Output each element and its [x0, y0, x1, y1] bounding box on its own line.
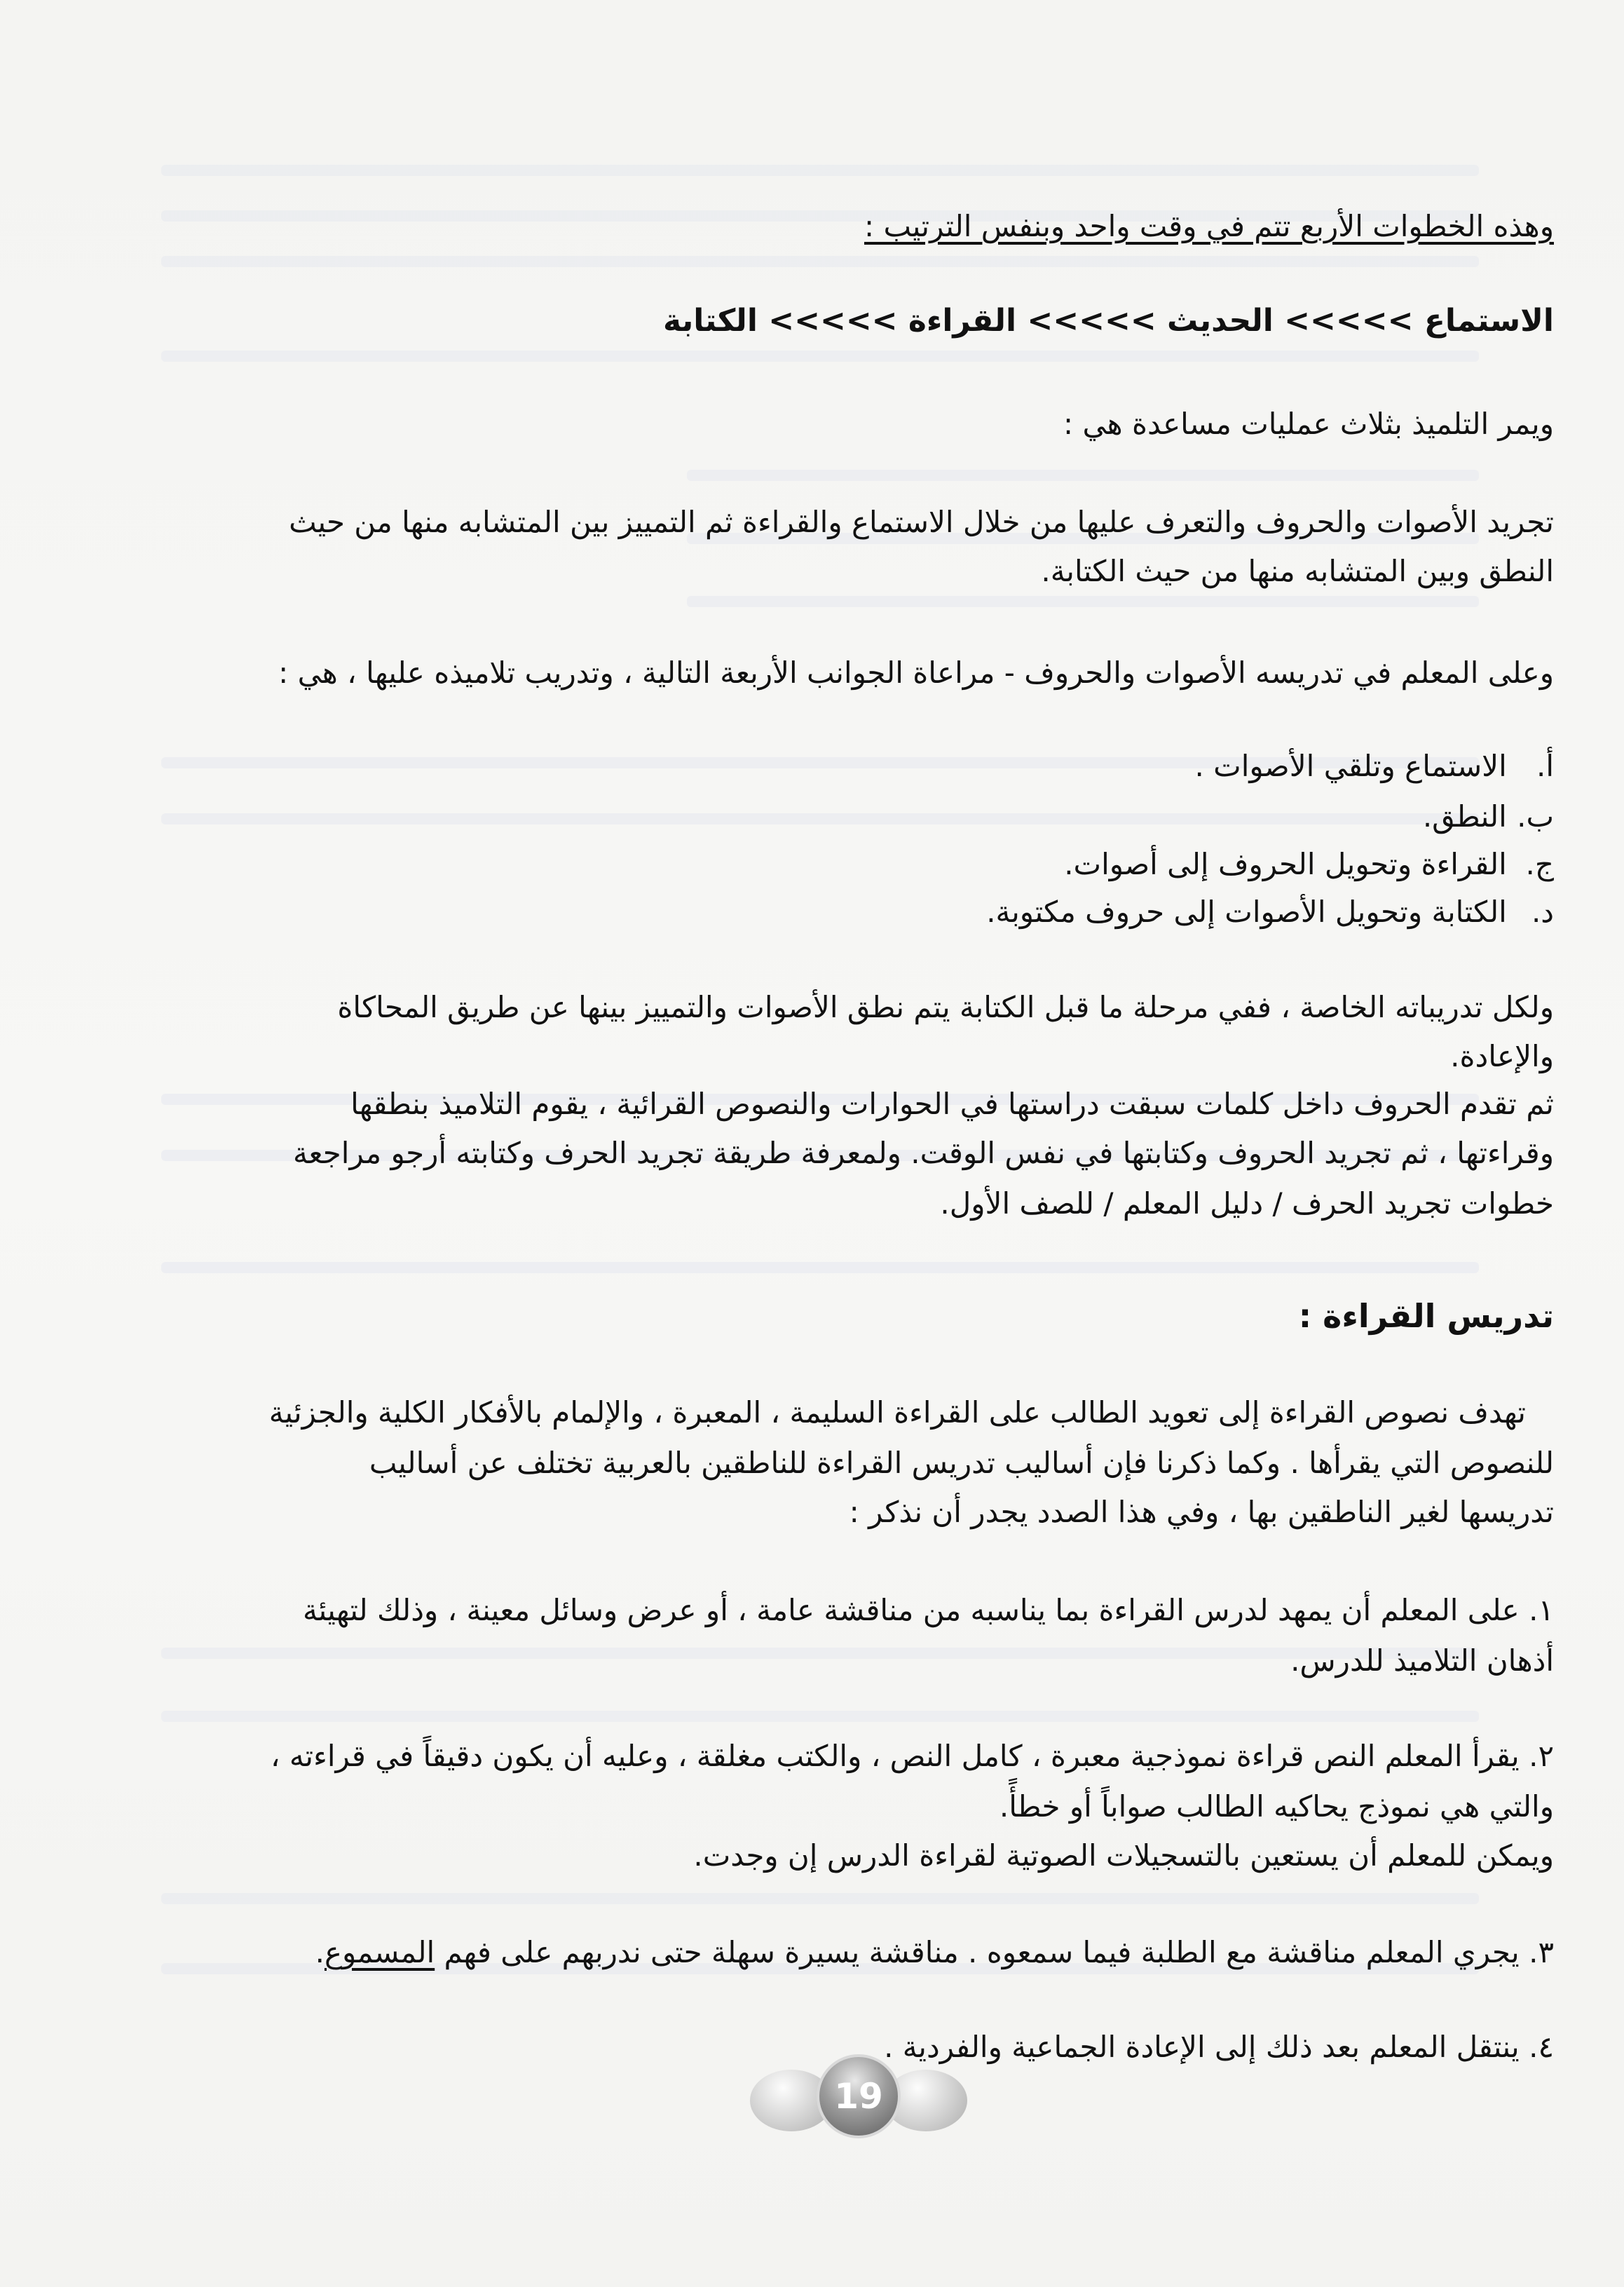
numbered-item: ٢. يقرأ المعلم النص قراءة نموذجية معبرة ، كامل النص ، والكتب مغلقة ، وعليه أن يكون دقيقاً في قراءته ، — [270, 1739, 1554, 1773]
numbered-item-continuation: والتي هي نموذج يحاكيه الطالب صواباً أو خطأً. — [999, 1789, 1554, 1824]
paragraph-line: ثم تقدم الحروف داخل كلمات سبقت دراستها في الحوارات والنصوص القرائية ، يقوم التلاميذ بنطقها — [350, 1087, 1554, 1121]
paragraph-line: والإعادة. — [1450, 1039, 1554, 1073]
numbered-item-continuation: أذهان التلاميذ للدرس. — [1290, 1643, 1554, 1678]
numbered-item-end: . — [315, 1935, 325, 1969]
list-item — [110, 895, 1554, 930]
page-number-badge — [743, 2054, 974, 2145]
paragraph-line: وقراءتها ، ثم تجريد الحروف وكتابتها في نفس الوقت. ولمعرفة طريقة تجريد الحرف وكتابته أرجو مراجعة — [293, 1136, 1554, 1170]
list-item — [110, 749, 1554, 784]
list-marker: ب. — [1517, 799, 1554, 834]
list-marker: ج. — [1525, 847, 1554, 881]
paragraph-line: للنصوص التي يقرأها . وكما ذكرنا فإن أساليب تدريس القراءة للناطقين بالعربية تختلف عن أساليب — [369, 1446, 1554, 1480]
numbered-item-continuation: ويمكن للمعلم أن يستعين بالتسجيلات الصوتية لقراءة الدرس إن وجدت. — [693, 1838, 1554, 1873]
list-marker: د. — [1531, 895, 1554, 929]
helper-processes-intro: ويمر التلميذ بثلاث عمليات مساعدة هي : — [1063, 407, 1554, 441]
list-item-text: النطق. — [1422, 799, 1507, 834]
list-item — [110, 847, 1554, 882]
paragraph-line: خطوات تجريد الحرف / دليل المعلم / للصف الأول. — [940, 1186, 1554, 1221]
paragraph-line: تدريسها لغير الناطقين بها ، وفي هذا الصدد يجدر أن نذكر : — [849, 1495, 1554, 1529]
list-item-text: الاستماع وتلقي الأصوات . — [1194, 749, 1507, 783]
numbered-item: ٤. ينتقل المعلم بعد ذلك إلى الإعادة الجماعية والفردية . — [884, 2030, 1554, 2064]
paragraph-line: وعلى المعلم في تدريسه الأصوات والحروف - مراعاة الجوانب الأربعة التالية ، وتدريب تلاميذه عليها ، هي : — [278, 656, 1554, 690]
page-number: 19 — [817, 2054, 901, 2138]
list-item — [110, 799, 1554, 834]
paragraph-line: النطق وبين المتشابه منها من حيث الكتابة. — [1041, 554, 1554, 588]
skills-sequence: الاستماع >>>>> الحديث >>>>> القراءة >>>>> الكتابة — [663, 303, 1554, 339]
list-item-text: القراءة وتحويل الحروف إلى أصوات. — [1064, 847, 1507, 881]
numbered-item: ١. على المعلم أن يمهد لدرس القراءة بما يناسبه من مناقشة عامة ، أو عرض وسائل معينة ، وذلك لتهيئة — [302, 1593, 1554, 1627]
paragraph-line: تجريد الأصوات والحروف والتعرف عليها من خلال الاستماع والقراءة ثم التمييز بين المتشابه منها من حيث — [289, 505, 1554, 539]
steps-intro-line: وهذه الخطوات الأربع تتم في وقت واحد وبنفس الترتيب : — [864, 209, 1554, 243]
numbered-item-text: ٣. يجري المعلم مناقشة مع الطلبة فيما سمعوه . مناقشة يسيرة سهلة حتى ندربهم على فهم — [435, 1935, 1554, 1969]
section-heading: تدريس القراءة : — [1298, 1297, 1554, 1335]
paragraph-line: ولكل تدريباته الخاصة ، ففي مرحلة ما قبل الكتابة يتم نطق الأصوات والتمييز بينها عن طريق المحاكاة — [337, 990, 1554, 1024]
list-item-text: الكتابة وتحويل الأصوات إلى حروف مكتوبة. — [986, 895, 1507, 929]
underlined-word: المسموع — [324, 1935, 435, 1969]
list-marker: أ. — [1536, 749, 1554, 783]
numbered-item — [110, 1935, 1554, 1970]
paragraph-line: تهدف نصوص القراءة إلى تعويد الطالب على القراءة السليمة ، المعبرة ، والإلمام بالأفكار الكلية والجزئية — [268, 1395, 1526, 1430]
